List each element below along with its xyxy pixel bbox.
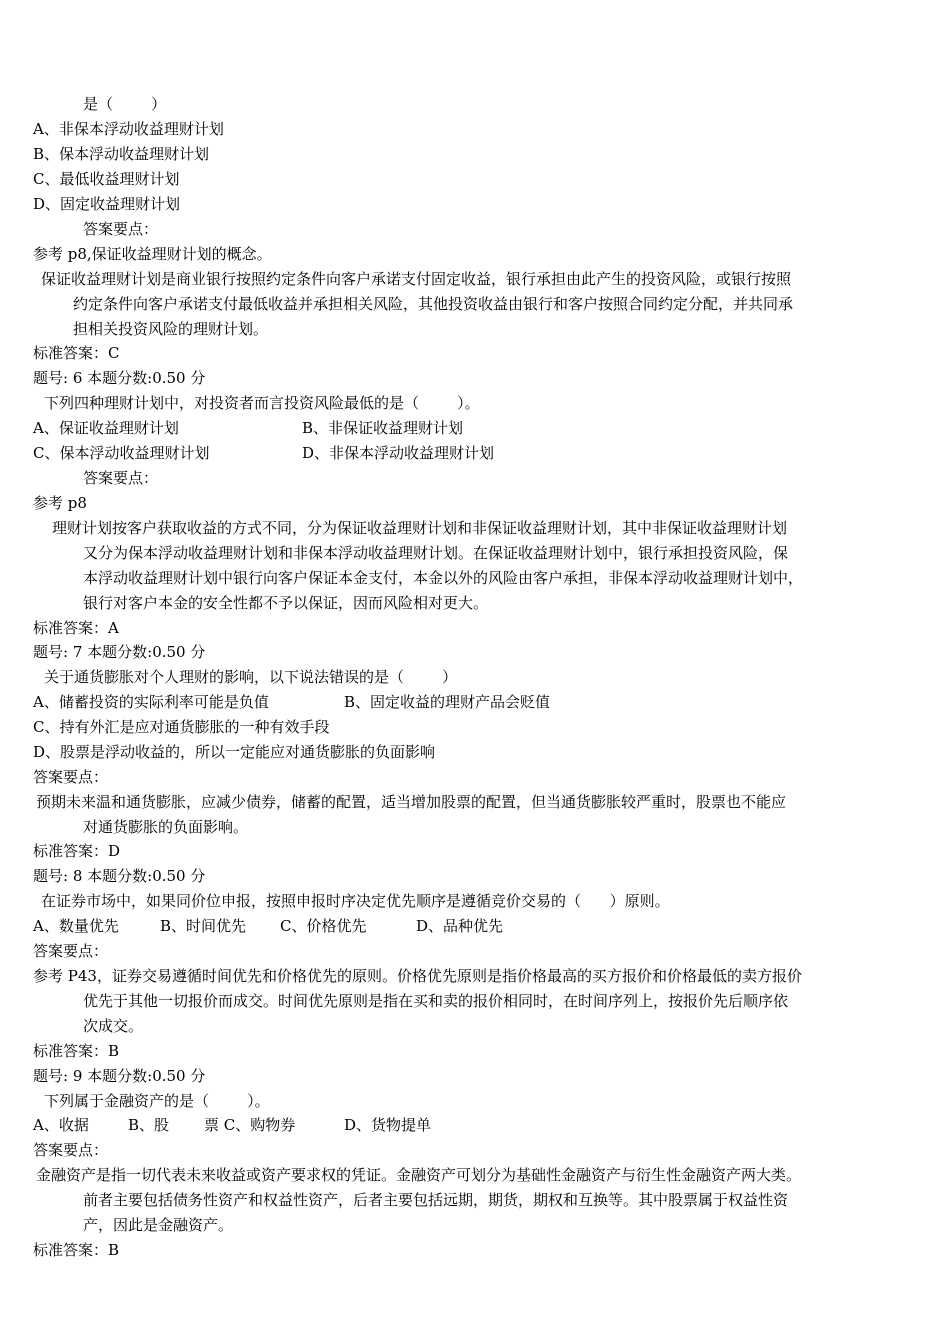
standard-answer: 标准答案：C (33, 344, 120, 362)
option-d: D、非保本浮动收益理财计划 (302, 444, 495, 462)
explanation-line: 银行对客户本金的安全性都不予以保证，因而风险相对更大。 (83, 594, 489, 612)
option-a: A、数量优先 (33, 917, 119, 935)
question-header: 题号: 6 本题分数:0.50 分 (33, 369, 206, 387)
reference: 参考 p8,保证收益理财计划的概念。 (33, 245, 272, 263)
option-d: D、股票是浮动收益的，所以一定能应对通货膨胀的负面影响 (33, 743, 436, 761)
answer-label: 答案要点： (33, 942, 109, 960)
answer-label: 答案要点： (83, 469, 159, 487)
option-a: A、储蓄投资的实际利率可能是负值 (33, 693, 269, 711)
question-stem: 下列属于金融资产的是（ ）。 (44, 1092, 270, 1110)
option-a: A、非保本浮动收益理财计划 (33, 120, 224, 138)
explanation-line: 金融资产是指一切代表未来收益或资产要求权的凭证。金融资产可划分为基础性金融资产与衍生性金融资产两大类。 (36, 1166, 802, 1184)
option-c: C、价格优先 (280, 917, 367, 935)
question-header: 题号: 8 本题分数:0.50 分 (33, 867, 206, 885)
explanation-line: 本浮动收益理财计划中银行向客户保证本金支付，本金以外的风险由客户承担，非保本浮动收益理财计划中， (83, 569, 804, 587)
option-c: C、最低收益理财计划 (33, 170, 180, 188)
explanation-line: 产，因此是金融资产。 (83, 1216, 234, 1234)
standard-answer: 标准答案：B (33, 1241, 120, 1259)
option-a: A、保证收益理财计划 (33, 419, 179, 437)
option-d: D、固定收益理财计划 (33, 195, 181, 213)
reference: 参考 p8 (33, 494, 87, 512)
explanation-line: 对通货膨胀的负面影响。 (83, 818, 249, 836)
option-c: C、持有外汇是应对通货膨胀的一种有效手段 (33, 718, 330, 736)
question-stem: 在证券市场中，如果同价位申报，按照申报时序决定优先顺序是遵循竞价交易的（ ）原则。 (41, 892, 670, 910)
question-stem: 下列四种理财计划中，对投资者而言投资风险最低的是（ ）。 (44, 394, 480, 412)
option-b: B、时间优先 (160, 917, 247, 935)
option-b: B、保本浮动收益理财计划 (33, 145, 210, 163)
question-stem-tail: 是（ ） (83, 95, 167, 113)
explanation-line: 参考 P43，证券交易遵循时间优先和价格优先的原则。价格优先原则是指价格最高的买方报价和价格最低的卖方报价 (33, 967, 802, 985)
explanation-line: 优先于其他一切报价而成交。时间优先原则是指在买和卖的报价相同时，在时间序列上，按报价先后顺序依 (83, 992, 789, 1010)
answer-label: 答案要点： (33, 768, 109, 786)
explanation-line: 理财计划按客户获取收益的方式不同，分为保证收益理财计划和非保证收益理财计划，其中非保证收益理财计划 (52, 519, 788, 537)
option-b: B、非保证收益理财计划 (302, 419, 464, 437)
option-b: B、股 (128, 1116, 170, 1134)
option-c: C、保本浮动收益理财计划 (33, 444, 210, 462)
explanation-line: 担相关投资风险的理财计划。 (73, 320, 269, 338)
answer-label: 答案要点： (83, 220, 159, 238)
standard-answer: 标准答案：D (33, 842, 121, 860)
option-b: B、固定收益的理财产品会贬值 (344, 693, 551, 711)
question-header: 题号: 7 本题分数:0.50 分 (33, 643, 206, 661)
explanation-line: 约定条件向客户承诺支付最低收益并承担相关风险，其他投资收益由银行和客户按照合同约定分配，并共同承 (73, 295, 794, 313)
option-d: D、品种优先 (416, 917, 504, 935)
question-header: 题号: 9 本题分数:0.50 分 (33, 1067, 206, 1085)
standard-answer: 标准答案：A (33, 619, 119, 637)
option-d: D、货物提单 (344, 1116, 432, 1134)
option-c: 票 C、购物券 (204, 1116, 296, 1134)
option-a: A、收据 (33, 1116, 89, 1134)
explanation-line: 前者主要包括债务性资产和权益性资产，后者主要包括远期，期货，期权和互换等。其中股票属于权益性资 (83, 1191, 789, 1209)
explanation-line: 次成交。 (83, 1017, 144, 1035)
explanation-line: 又分为保本浮动收益理财计划和非保本浮动收益理财计划。在保证收益理财计划中，银行承担投资风险，保 (83, 544, 789, 562)
answer-label: 答案要点： (33, 1141, 109, 1159)
standard-answer: 标准答案：B (33, 1042, 120, 1060)
explanation-line: 保证收益理财计划是商业银行按照约定条件向客户承诺支付固定收益，银行承担由此产生的投资风险，或银行按照 (41, 270, 792, 288)
explanation-line: 预期未来温和通货膨胀，应减少债券，储蓄的配置，适当增加股票的配置，但当通货膨胀较严重时，股票也不能应 (36, 793, 787, 811)
question-stem: 关于通货膨胀对个人理财的影响，以下说法错误的是（ ） (44, 668, 458, 686)
